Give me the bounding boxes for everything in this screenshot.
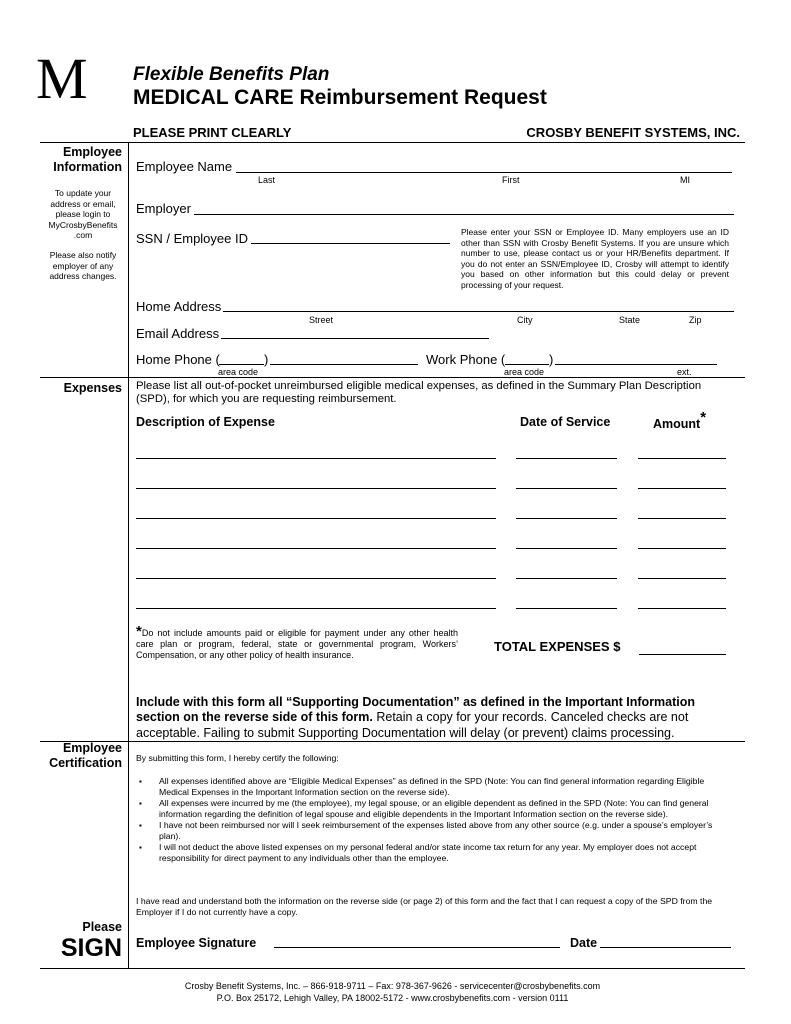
total-expenses-label: TOTAL EXPENSES $ [494, 639, 621, 654]
form-title-line1: Flexible Benefits Plan [133, 64, 330, 85]
expense-amount-line[interactable] [638, 458, 726, 459]
total-expenses-field[interactable] [639, 643, 726, 655]
amount-asterisk: * [700, 409, 707, 426]
home-address-label: Home Address [136, 299, 222, 314]
expense-description-line[interactable] [136, 608, 496, 609]
home-phone-number-field[interactable] [270, 353, 418, 365]
certification-item: ▪ All expenses were incurred by me (the employee), my legal spouse, or an eligible dependent as defined in the SPD (Note: You can find general information regarding the definition of legal spouse and eligible dependents in the Important Information section on the reverse side). [136, 798, 736, 820]
employer-field[interactable] [194, 203, 734, 215]
date-field[interactable] [600, 936, 731, 948]
logo-letter: M [36, 46, 88, 111]
work-area-code-caption: area code [504, 367, 545, 377]
bottom-rule [40, 968, 745, 969]
notify-employer-note: Please also notify employer of any address changes. [49, 250, 117, 281]
certification-list [136, 776, 736, 864]
home-area-code-caption: area code [218, 367, 259, 377]
employee-signature-label: Employee Signature [136, 936, 257, 950]
expense-description-line[interactable] [136, 458, 496, 459]
certification-item: ▪ I will not deduct the above listed expenses on my personal federal and/or state income tax return for any year. My employer does not accept responsibility for direct payment to any individuals other than the employee. [136, 842, 736, 864]
please-label: Please [82, 920, 122, 934]
addr-zip-caption: Zip [689, 315, 702, 325]
col-description-header: Description of Expense [136, 415, 275, 429]
ssn-field[interactable] [251, 232, 450, 244]
addr-street-caption: Street [309, 315, 334, 325]
expense-description-line[interactable] [136, 518, 496, 519]
section-divider-vertical [128, 142, 129, 968]
employee-info-heading: Employee Information [53, 145, 122, 174]
expenses-heading: Expenses [63, 381, 122, 395]
name-mi-caption: MI [680, 175, 690, 185]
expense-date-line[interactable] [516, 488, 617, 489]
expense-amount-line[interactable] [638, 518, 726, 519]
expense-date-line[interactable] [516, 548, 617, 549]
top-rule [40, 142, 745, 143]
expense-amount-line[interactable] [638, 578, 726, 579]
company-name: CROSBY BENEFIT SYSTEMS, INC. [526, 125, 740, 140]
print-clearly-note: PLEASE PRINT CLEARLY [133, 125, 292, 140]
addr-city-caption: City [517, 315, 533, 325]
expense-date-line[interactable] [516, 578, 617, 579]
employee-name-label: Employee Name [136, 159, 233, 174]
email-field[interactable] [221, 327, 489, 339]
certification-intro: By submitting this form, I hereby certify the following: [136, 753, 339, 763]
work-phone-area-field[interactable] [505, 353, 549, 365]
certification-item: ▪ All expenses identified above are “Eligible Medical Expenses” as defined in the SPD (Note: You can find general information regarding Eligible Medical Expenses in the Important Information section on the reverse side). [136, 776, 736, 798]
employee-signature-field[interactable] [274, 936, 560, 948]
name-first-caption: First [502, 175, 520, 185]
addr-state-caption: State [619, 315, 641, 325]
footnote-asterisk: * [136, 623, 142, 640]
expense-amount-line[interactable] [638, 488, 726, 489]
col-amount-header: Amount* [653, 409, 707, 431]
employee-name-field[interactable] [236, 161, 732, 173]
ssn-label: SSN / Employee ID [136, 231, 248, 246]
supporting-documentation-note: Include with this form all “Supporting Documentation” as defined in the Important Information section on the reverse side of this form. Retain a copy for your records. Canceled checks are not acceptable. Failing to submit Supporting Documentation will delay (or prevent) claims processing. [136, 695, 696, 740]
ext-caption: ext. [677, 367, 692, 377]
certification-rule [40, 741, 745, 742]
work-phone-paren: ) [549, 352, 554, 367]
expenses-intro: Please list all out-of-pocket unreimbursed eligible medical expenses, as defined in the Summary Plan Description (SPD), for which you are requesting reimbursement. [136, 380, 702, 405]
expense-description-line[interactable] [136, 578, 496, 579]
work-phone-number-field[interactable] [555, 353, 717, 365]
employer-label: Employer [136, 201, 191, 216]
expense-description-line[interactable] [136, 548, 496, 549]
sign-label: SIGN [60, 934, 122, 962]
certification-heading: Employee Certification [49, 741, 122, 770]
date-label: Date [570, 936, 598, 950]
footer-contact: Crosby Benefit Systems, Inc. – 866-918-9711 – Fax: 978-367-9626 - servicecenter@crosbybenefits.com P.O. Box 25172, Lehigh Valley, PA 18002-5172 - www.crosbybenefits.com - version 0111 [184, 981, 601, 1003]
home-address-field[interactable] [223, 300, 734, 312]
home-phone-paren: ) [264, 352, 269, 367]
col-date-header: Date of Service [520, 415, 611, 429]
expense-date-line[interactable] [516, 608, 617, 609]
certification-item: ▪ I have not been reimbursed nor will I seek reimbursement of the expenses listed above from any other source (e.g. under a spouse’s employer’s plan). [136, 820, 736, 842]
home-phone-area-field[interactable] [219, 353, 264, 365]
expense-date-line[interactable] [516, 458, 617, 459]
ssn-note: Please enter your SSN or Employee ID. Many employers use an ID other than SSN with Crosby Benefit Systems. If you are unsure which number to use, please contact us or your HR/Benefits department. If you do not enter an SSN/Employee ID, Crosby will attempt to identify you based on other information but this could delay or prevent processing of your request. [461, 227, 729, 290]
expenses-footnote: *Do not include amounts paid or eligible for payment under any other health care plan or program, federal, state or governmental program, Workers’ Compensation, or any other policy of health insurance. [136, 623, 458, 660]
update-address-note: To update your address or email, please login to MyCrosbyBenefits .com [48, 188, 118, 240]
expense-amount-line[interactable] [638, 608, 726, 609]
form-title-line2: MEDICAL CARE Reimbursement Request [133, 86, 547, 109]
email-label: Email Address [136, 326, 220, 341]
name-last-caption: Last [258, 175, 276, 185]
work-phone-label: Work Phone ( [426, 352, 506, 367]
expense-description-line[interactable] [136, 488, 496, 489]
read-understand-statement: I have read and understand both the information on the reverse side (or page 2) of this form and the fact that I can request a copy of the SPD from the Employer if I do not currently have a copy. [136, 896, 713, 917]
expense-date-line[interactable] [516, 518, 617, 519]
expenses-rule [40, 377, 745, 378]
expense-amount-line[interactable] [638, 548, 726, 549]
home-phone-label: Home Phone ( [136, 352, 220, 367]
